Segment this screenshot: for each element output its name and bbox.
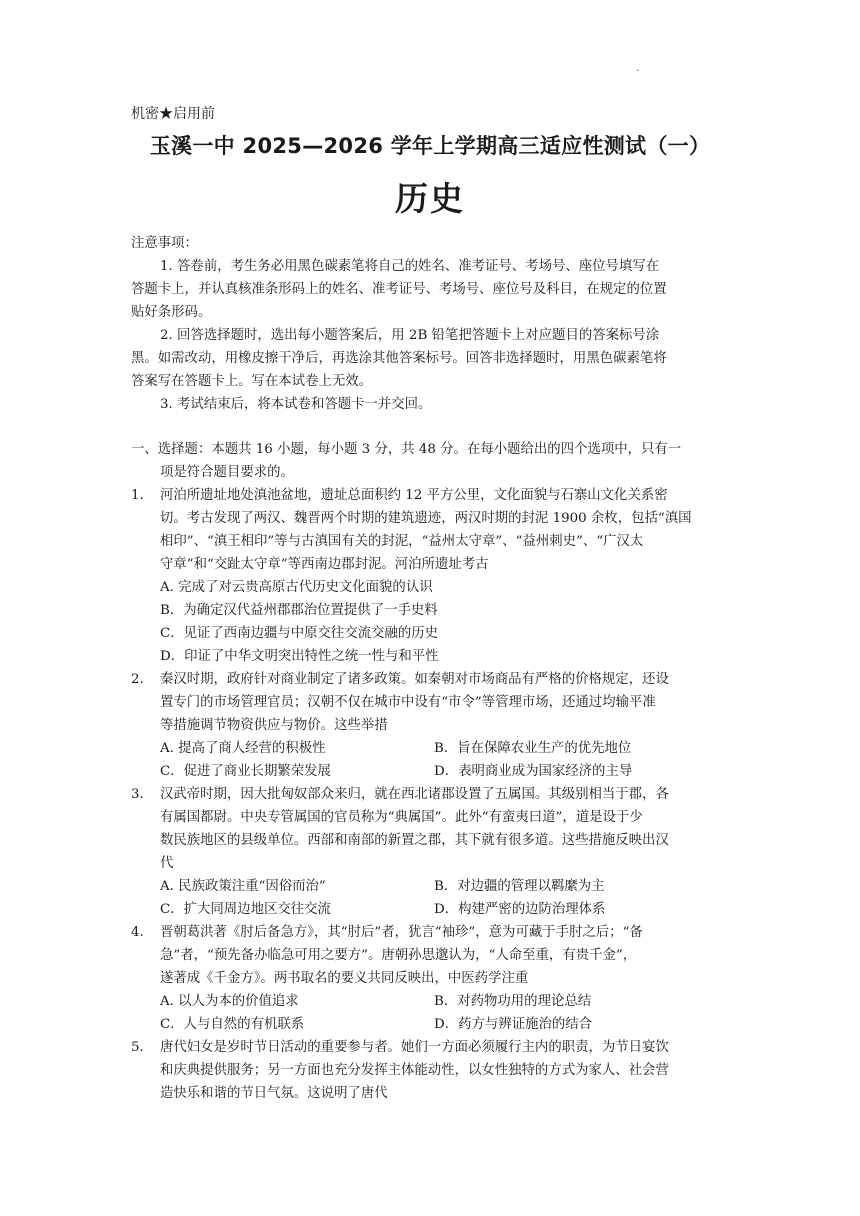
option-a: A. 民族政策注重“因俗而治”	[160, 879, 326, 894]
question-stem-line: 切。考古发现了两汉、魏晋两个时期的建筑遗迹，两汉时期的封泥 1900 余枚，包括“滇国	[160, 511, 692, 526]
option-c: C．见证了西南边疆与中原交往交流交融的历史	[160, 626, 439, 641]
option-b: B．对边疆的管理以羁縻为主	[434, 879, 605, 894]
option-a: A. 提高了商人经营的积极性	[160, 741, 326, 756]
notice-line: 黑。如需改动，用橡皮擦干净后，再选涂其他答案标号。回答非选择题时，用黑色碳素笔将	[131, 351, 667, 366]
option-b: B．对药物功用的理论总结	[434, 994, 592, 1009]
notice-line: 答题卡上，并认真核准条形码上的姓名、准考证号、考场号、座位号及科目，在规定的位置	[131, 282, 667, 297]
question-stem-line: 和庆典提供服务；另一方面也充分发挥主体能动性，以女性独特的方式为家人、社会营	[160, 1063, 669, 1078]
notice-line: 1. 答卷前，考生务必用黑色碳素笔将自己的姓名、准考证号、考场号、座位号填写在	[160, 259, 660, 274]
question-stem-line: 秦汉时期，政府针对商业制定了诸多政策。如秦朝对市场商品有严格的价格规定，还设	[160, 672, 669, 687]
exam-content	[131, 232, 731, 1105]
question-number: 1.	[131, 488, 144, 503]
option-c: C．扩大同周边地区交往交流	[160, 902, 331, 917]
question-stem-line: 代	[160, 856, 174, 871]
option-b: B．为确定汉代益州郡郡治位置提供了一手史料	[160, 603, 438, 618]
question-stem-line: 急”者，“预先备办临急可用之要方”。唐朝孙思邈认为，“人命至重，有贵千金”，	[160, 948, 637, 963]
notice-item	[131, 324, 731, 393]
question-stem-line: 数民族地区的县级单位。西部和南部的新置之郡，其下就有很多道。这些措施反映出汉	[160, 833, 669, 848]
option-c: C．促进了商业长期繁荣发展	[160, 764, 331, 779]
option-c: C．人与自然的有机联系	[160, 1017, 305, 1032]
question-number: 5.	[131, 1040, 144, 1055]
question-4	[131, 921, 731, 1036]
option-a: A. 以人为本的价值追求	[160, 994, 299, 1009]
question-5	[131, 1036, 731, 1105]
confidential-label: 机密★启用前	[131, 106, 215, 122]
question-stem-line: 相印”、“滇王相印”等与古滇国有关的封泥，“益州太守章”、“益州刺史”、“广汉太	[160, 534, 644, 549]
option-d: D．构建严密的边防治理体系	[434, 902, 606, 917]
notice-line: 3. 考试结束后，将本试卷和答题卡一并交回。	[160, 397, 432, 412]
question-1	[131, 484, 731, 668]
question-stem-line: 唐代妇女是岁时节日活动的重要参与者。她们一方面必须履行主内的职责，为节日宴饮	[160, 1040, 669, 1055]
question-stem-line: 等措施调节物资供应与物价。这些举措	[160, 718, 388, 733]
notice-line: 2. 回答选择题时，选出每小题答案后，用 2B 铅笔把答题卡上对应题目的答案标号涂	[160, 328, 660, 343]
section-line: 项是符合题目要求的。	[160, 465, 294, 480]
question-stem-line: 汉武帝时期，因大批匈奴部众来归，就在西北诸郡设置了五属国。其级别相当于郡，各	[160, 787, 669, 802]
notice-heading: 注意事项：	[131, 236, 198, 251]
question-2	[131, 668, 731, 783]
question-stem-line: 遂著成《千金方》。两书取名的要义共同反映出，中医药学注重	[160, 971, 529, 986]
option-a: A. 完成了对云贵高原古代历史文化面貌的认识	[160, 580, 433, 595]
section-heading	[131, 438, 731, 484]
question-stem-line: 守章”和“交趾太守章”等西南边郡封泥。河泊所遗址考古	[160, 557, 489, 572]
option-d: D．药方与辨证施治的结合	[434, 1017, 593, 1032]
question-stem-line: 晋朝葛洪著《肘后备急方》，其“肘后”者，犹言“袖珍”，意为可藏于手肘之后；“备	[160, 925, 643, 940]
section-line: 一、选择题：本题共 16 小题，每小题 3 分，共 48 分。在每小题给出的四个选项中，只有一	[131, 442, 682, 457]
question-stem-line: 造快乐和谐的节日气氛。这说明了唐代	[160, 1086, 388, 1101]
option-d: D．表明商业成为国家经济的主导	[434, 764, 633, 779]
option-d: D．印证了中华文明突出特性之统一性与和平性	[160, 649, 439, 664]
question-stem-line: 河泊所遗址地处滇池盆地，遗址总面积约 12 平方公里，文化面貌与石寨山文化关系密	[160, 488, 668, 503]
exam-title: 玉溪一中 2025—2026 学年上学期高三适应性测试（一）	[149, 134, 711, 158]
notice-item	[131, 255, 731, 324]
question-stem-line: 置专门的市场管理官员；汉朝不仅在城市中设有“市令”等管理市场，还通过均输平准	[160, 695, 656, 710]
question-number: 4.	[131, 925, 144, 940]
notice-line: 答案写在答题卡上。写在本试卷上无效。	[131, 374, 373, 389]
question-3	[131, 783, 731, 921]
question-stem-line: 有属国都尉。中央专管属国的官员称为“典属国”。此外“有蛮夷曰道”，道是设于少	[160, 810, 643, 825]
subject-title: 历史	[395, 179, 465, 218]
question-number: 2.	[131, 672, 144, 687]
notice-line: 贴好条形码。	[131, 305, 212, 320]
notice-item	[131, 393, 731, 416]
option-b: B．旨在保障农业生产的优先地位	[434, 741, 632, 756]
question-number: 3.	[131, 787, 144, 802]
page-dot: ·	[636, 66, 640, 77]
